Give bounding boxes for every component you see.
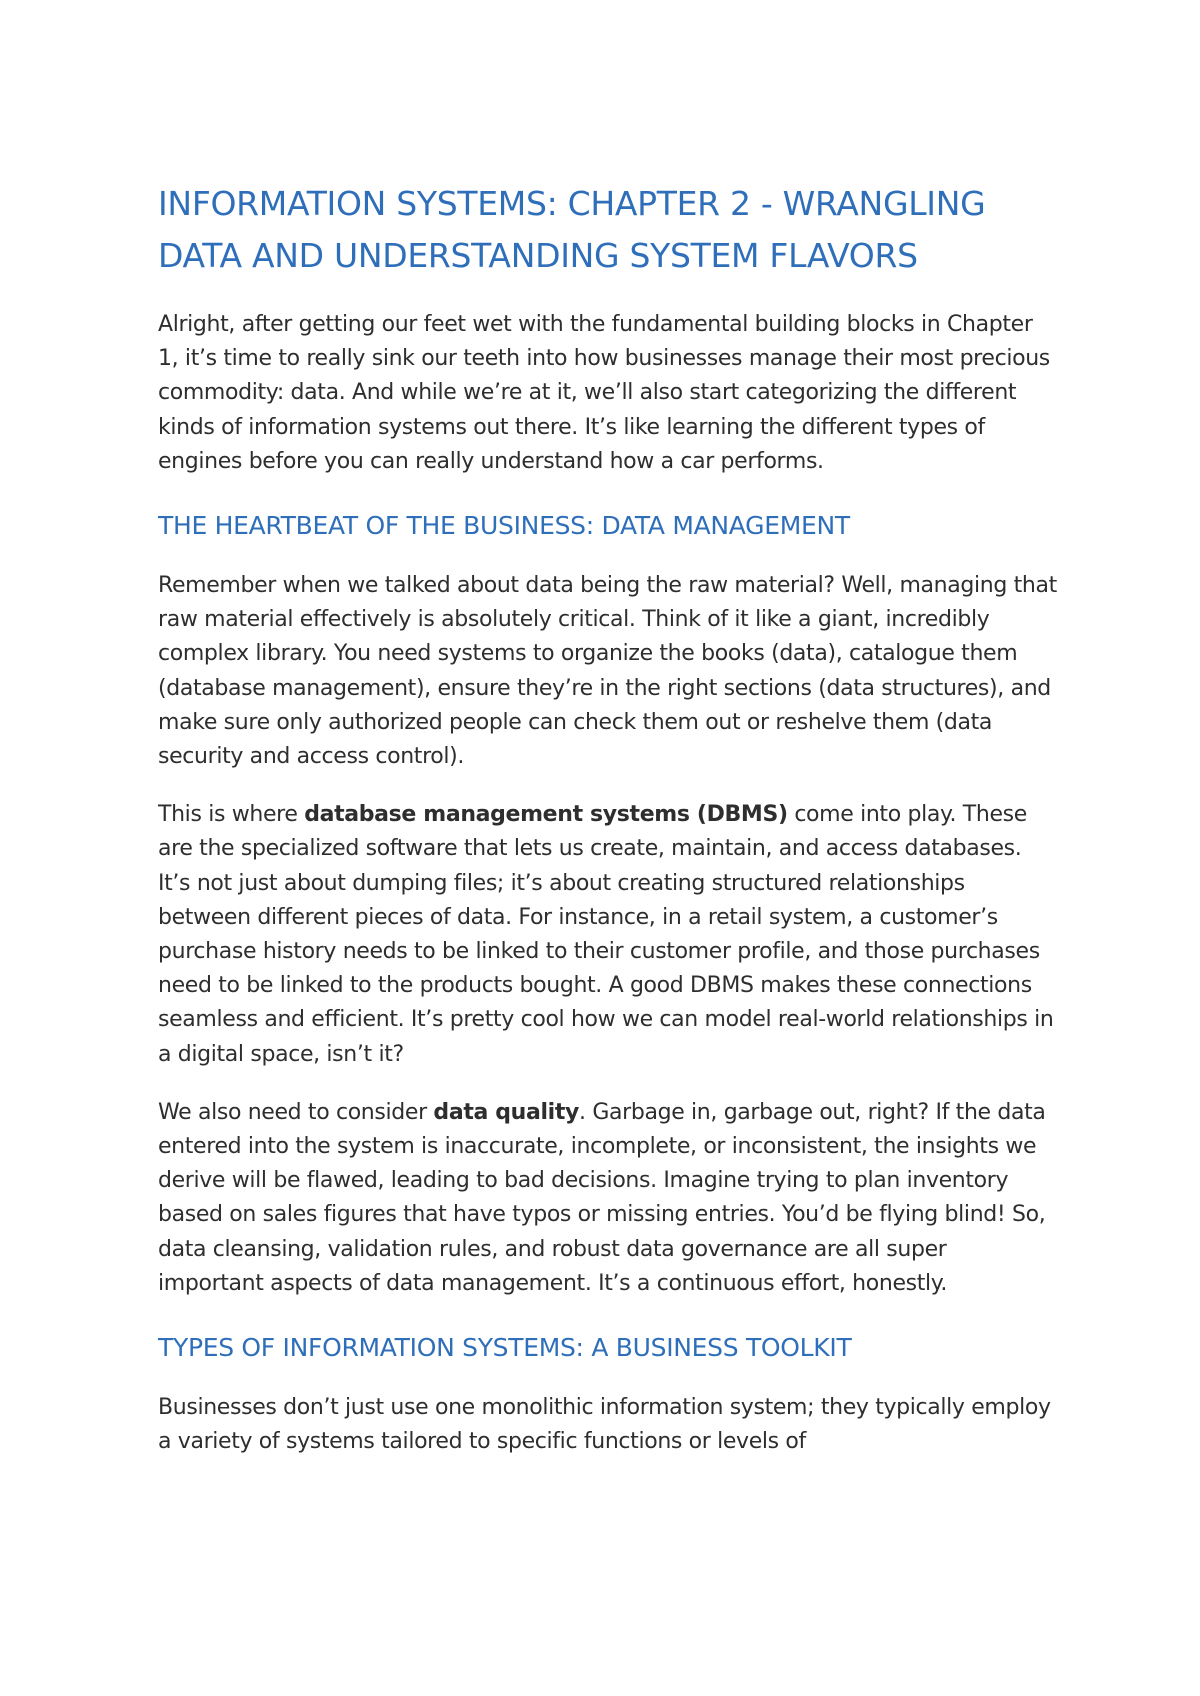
paragraph-library-analogy: Remember when we talked about data being the raw material? Well, managing that raw material effectively is absolutely critical. Think of it like a giant, incredibly complex library. You need systems to organize the books (data), catalogue them (database management), ensure they’re in the right sections (data structures), and make sure only authorized people can check them out or reshelve them (data security and access control). [158, 573, 1057, 770]
paragraph-data-quality-lead: We also need to consider [158, 1099, 434, 1125]
section-heading-data-management: THE HEARTBEAT OF THE BUSINESS: DATA MANAGEMENT [158, 511, 850, 541]
document-content [158, 178, 1058, 1459]
intro-paragraph: Alright, after getting our feet wet with the fundamental building blocks in Chapter 1, it’s time to really sink our teeth into how businesses manage their most precious commodity: data. And while we’re at it, we’ll also start categorizing the different kinds of information systems out there. It’s like learning the different types of engines before you can really understand how a car performs. [158, 312, 1050, 474]
paragraph-business-toolkit: Businesses don’t just use one monolithic information system; they typically employ a variety of systems tailored to specific functions or levels of [158, 1395, 1051, 1455]
paragraph-dbms-rest: come into play. These are the specialized software that lets us create, maintain, and access databases. It’s not just about dumping files; it’s about creating structured relationships between different pieces of data. For instance, in a retail system, a customer’s purchase history needs to be linked to their customer profile, and those purchases need to be linked to the products bought. A good DBMS makes these connections seamless and efficient. It’s pretty cool how we can model real-world relationships in a digital space, isn’t it? [158, 802, 1054, 1067]
chapter-title: INFORMATION SYSTEMS: CHAPTER 2 - WRANGLING DATA AND UNDERSTANDING SYSTEM FLAVORS [158, 184, 986, 275]
paragraph-dbms [158, 798, 1058, 1072]
dbms-term: database management systems (DBMS) [304, 802, 788, 828]
paragraph-data-quality-rest: . Garbage in, garbage out, right? If the data entered into the system is inaccurate, incomplete, or inconsistent, the insights we derive will be flawed, leading to bad decisions. Imagine trying to plan inventory based on sales figures that have typos or missing entries. You’d be flying blind! So, data cleansing, validation rules, and robust data governance are all super important aspects of data management. It’s a continuous effort, honestly. [158, 1099, 1046, 1296]
paragraph-data-quality [158, 1096, 1058, 1301]
paragraph-dbms-lead: This is where [158, 802, 305, 828]
section-heading-types-of-systems: TYPES OF INFORMATION SYSTEMS: A BUSINESS TOOLKIT [158, 1333, 852, 1363]
data-quality-term: data quality [433, 1099, 580, 1125]
